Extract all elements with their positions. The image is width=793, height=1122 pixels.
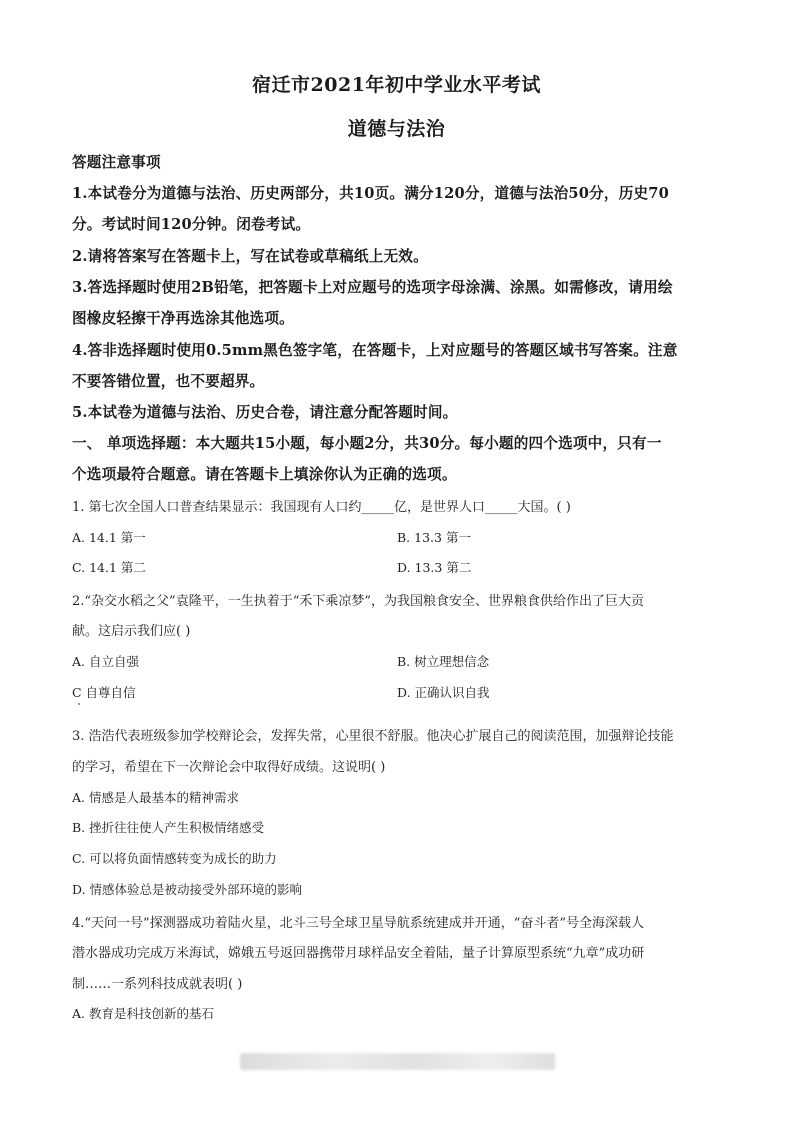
question-2-option-d: D. 正确认识自我 xyxy=(397,685,490,700)
question-3-option-c: C. 可以将负面情感转变为成长的助力 xyxy=(72,851,277,866)
question-4-stem: 潜水器成功完成万米海试，嫦娥五号返回器携带月球样品安全着陆，量子计算原型系统“九章”成功研 xyxy=(72,946,645,961)
question-1-option-c: C. 14.1 第二 xyxy=(72,560,146,575)
notice-line: 2.请将答案写在答题卡上，写在试卷或草稿纸上无效。 xyxy=(72,248,428,265)
notice-line: 3.答选择题时使用2B铅笔，把答题卡上对应题号的选项字母涂满、涂黑。如需修改，请用绘 xyxy=(72,279,673,296)
question-4-stem: 4.“天问一号”探测器成功着陆火星，北斗三号全球卫星导航系统建成并开通，“奋斗者”号全海深载人 xyxy=(72,916,644,931)
notice-line: 5.本试卷为道德与法治、历史合卷，请注意分配答题时间。 xyxy=(72,404,458,421)
notice-line: 1.本试卷分为道德与法治、历史两部分，共10页。满分120分，道德与法治50分，历史70 xyxy=(72,185,670,202)
question-3-stem: 的学习，希望在下一次辩论会中取得好成绩。这说明( ) xyxy=(72,760,386,775)
scan-speck xyxy=(78,703,80,705)
question-1-option-a: A. 14.1 第一 xyxy=(72,530,146,545)
question-3-stem: 3. 浩浩代表班级参加学校辩论会，发挥失常，心里很不舒服。他决心扩展自己的阅读范围，加强辩论技能 xyxy=(72,729,674,744)
section-instruction: 一、 单项选择题：本大题共15小题，每小题2分，共30分。每小题的四个选项中，只有一 xyxy=(72,435,662,452)
question-2-stem: 2.“杂交水稻之父”袁隆平，一生执着于“禾下乘凉梦”，为我国粮食安全、世界粮食供给作出了巨大贡 xyxy=(72,594,644,609)
question-2-option-a: A. 自立自强 xyxy=(72,654,139,669)
notice-line: 分。考试时间120分钟。闭卷考试。 xyxy=(72,216,311,233)
question-1-option-d: D. 13.3 第二 xyxy=(397,560,472,575)
blurred-footer xyxy=(240,1053,555,1070)
notice-line: 不要答错位置，也不要超界。 xyxy=(72,373,265,390)
notice-line: 图橡皮轻擦干净再选涂其他选项。 xyxy=(72,310,294,327)
question-3-option-a: A. 情感是人最基本的精神需求 xyxy=(72,790,239,805)
question-1-stem: 1. 第七次全国人口普查结果显示：我国现有人口约_____亿，是世界人口_____大国。( ) xyxy=(72,500,571,515)
exam-subject: 道德与法治 xyxy=(347,118,446,140)
question-3-option-b: B. 挫折往往使人产生积极情绪感受 xyxy=(72,820,265,835)
section-instruction: 个选项最符合题意。请在答题卡上填涂你认为正确的选项。 xyxy=(72,466,457,483)
notice-line: 4.答非选择题时使用0.5mm黑色签字笔，在答题卡，上对应题号的答题区域书写答案。注意 xyxy=(72,342,678,359)
question-4-stem: 制……一系列科技成就表明( ) xyxy=(72,977,243,992)
question-3-option-d: D. 情感体验总是被动接受外部环境的影响 xyxy=(72,882,303,897)
question-2-option-c: C 自尊自信 xyxy=(72,685,136,700)
question-2-stem: 献。这启示我们应( ) xyxy=(72,624,191,639)
exam-title: 宿迁市2021年初中学业水平考试 xyxy=(252,74,541,96)
question-4-option-a: A. 教育是科技创新的基石 xyxy=(72,1006,214,1021)
question-2-option-b: B. 树立理想信念 xyxy=(397,654,490,669)
notice-heading: 答题注意事项 xyxy=(72,154,161,171)
question-1-option-b: B. 13.3 第一 xyxy=(397,530,471,545)
